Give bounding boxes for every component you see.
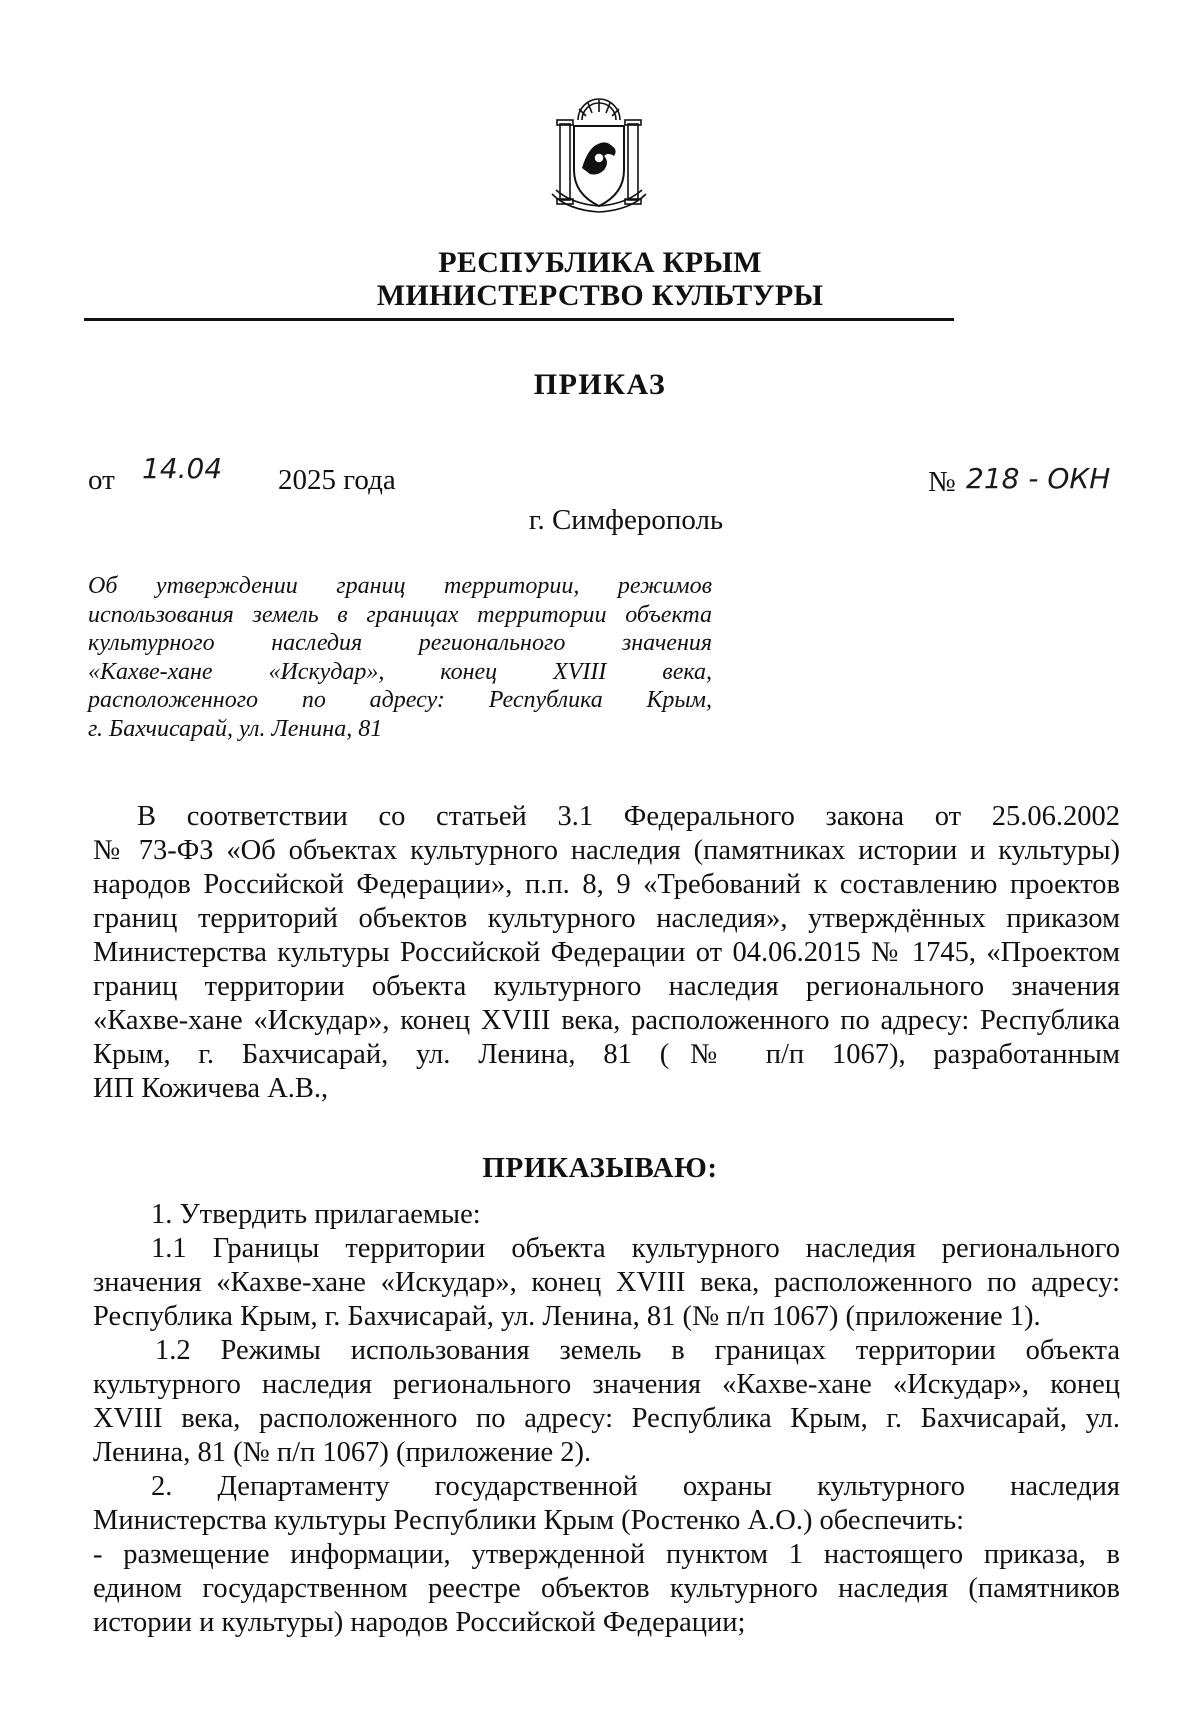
order-line: культурного наследия регионального значения «Кахве-хане «Искудар», конец	[93, 1369, 1120, 1400]
preamble-line: народов Российской Федерации», п.п. 8, 9 «Требований к составлению проектов	[93, 869, 1120, 900]
order-items	[93, 1198, 1120, 1640]
preamble-line: границ территории объекта культурного наследия регионального значения	[93, 971, 1120, 1002]
preamble-line: границ территорий объектов культурного наследия», утверждённых приказом	[93, 903, 1120, 934]
subject-line: г. Бахчисарай, ул. Ленина, 81	[88, 715, 383, 742]
number-prefix: №	[928, 466, 956, 498]
order-line: - размещение информации, утвержденной пунктом 1 настоящего приказа, в	[93, 1539, 1120, 1570]
document-city	[0, 504, 1200, 537]
order-line: едином государственном реестре объектов культурного наследия (памятников	[93, 1573, 1120, 1604]
document-subject	[88, 572, 712, 743]
document-date	[88, 452, 396, 497]
preamble-line: Министерства культуры Российской Федерации от 04.06.2015 № 1745, «Проектом	[93, 937, 1120, 968]
number-handwritten: 218 - ОКН	[966, 462, 1111, 495]
date-prefix: от	[88, 464, 115, 496]
date-handwritten: 14.04	[142, 452, 223, 485]
subject-line: «Кахве-хане «Искудар», конец XVIII века,	[88, 658, 712, 685]
order-line: 1. Утвердить прилагаемые:	[151, 1199, 481, 1230]
order-word: ПРИКАЗЫВАЮ:	[482, 1152, 718, 1184]
preamble-line: ИП Кожичева А.В.,	[93, 1073, 329, 1104]
preamble-line: «Кахве-хане «Искудар», конец XVIII века, расположенного по адресу: Республика	[93, 1005, 1120, 1036]
header-ministry: МИНИСТЕРСТВО КУЛЬТУРЫ	[376, 279, 824, 312]
preamble-line: Крым, г. Бахчисарай, ул. Ленина, 81 (№ п/п 1067), разработанным	[93, 1039, 1120, 1070]
header-divider	[84, 318, 954, 321]
document-type-title: ПРИКАЗ	[533, 368, 667, 401]
order-line: 2. Департаменту государственной охраны культурного наследия	[151, 1471, 1120, 1502]
order-line: XVIII века, расположенного по адресу: Республика Крым, г. Бахчисарай, ул.	[93, 1403, 1120, 1434]
preamble-line: № 73-ФЗ «Об объектах культурного наследия (памятниках истории и культуры)	[93, 835, 1120, 866]
order-line: 1.2 Режимы использования земель в границах территории объекта	[155, 1335, 1120, 1366]
document-number	[928, 462, 1111, 499]
city-text: г. Симферополь	[528, 504, 724, 536]
subject-line: Об утверждении границ территории, режимов	[88, 573, 712, 599]
header-republic: РЕСПУБЛИКА КРЫМ	[438, 246, 762, 279]
preamble-paragraph	[93, 800, 1120, 1106]
order-line: Республика Крым, г. Бахчисарай, ул. Ленина, 81 (№ п/п 1067) (приложение 1).	[93, 1301, 1041, 1332]
preamble-line: В соответствии со статьей 3.1 Федерального закона от 25.06.2002	[137, 801, 1120, 832]
order-line: истории и культуры) народов Российской Федерации;	[93, 1607, 746, 1638]
subject-line: использования земель в границах территории объекта	[88, 601, 712, 628]
order-line: Министерства культуры Республики Крым (Ростенко А.О.) обеспечить:	[93, 1505, 965, 1536]
order-line: значения «Кахве-хане «Искудар», конец XVIII века, расположенного по адресу:	[93, 1267, 1120, 1298]
crimea-coat-of-arms-icon	[548, 98, 650, 216]
order-line: 1.1 Границы территории объекта культурного наследия регионального	[151, 1233, 1120, 1264]
subject-line: культурного наследия регионального значения	[88, 630, 712, 656]
order-line: Ленина, 81 (№ п/п 1067) (приложение 2).	[93, 1437, 592, 1468]
subject-line: расположенного по адресу: Республика Крым,	[88, 687, 712, 713]
date-year: 2025 года	[278, 464, 396, 496]
